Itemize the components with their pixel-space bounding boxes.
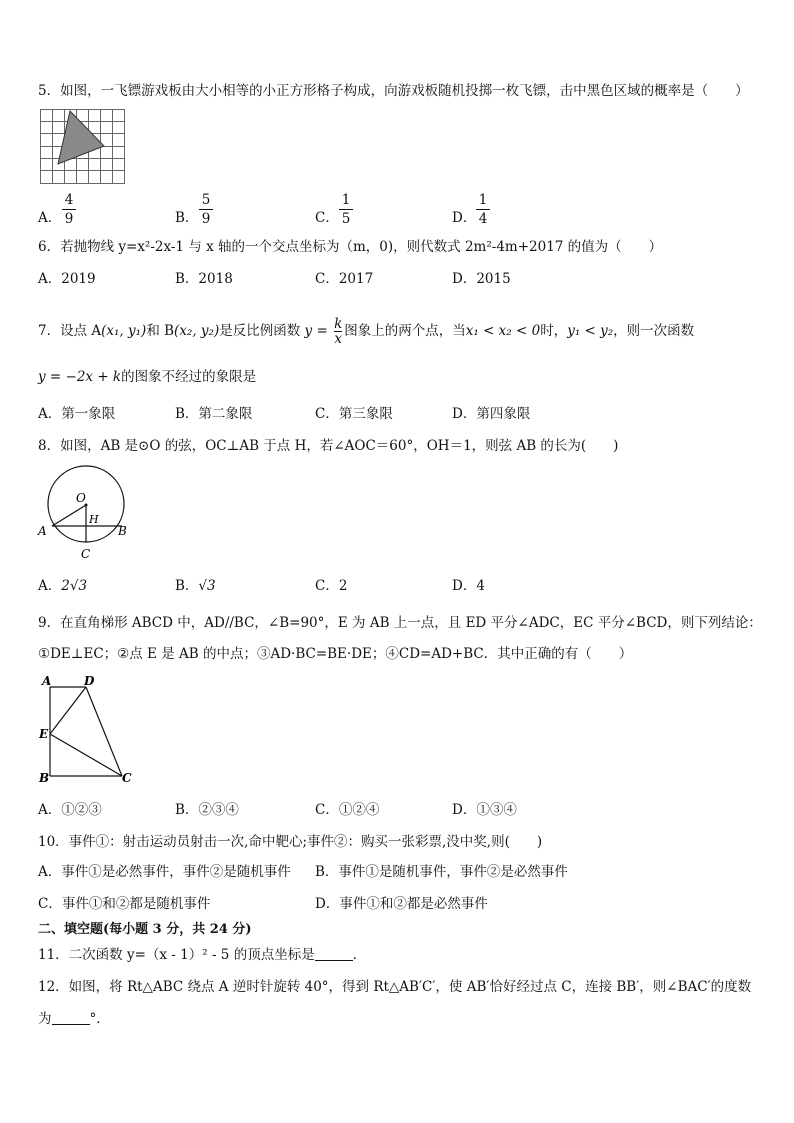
q9-option-b: B．②③④	[175, 802, 239, 818]
label-a: A	[38, 524, 47, 538]
q7-option-b: B．第二象限	[175, 406, 253, 422]
q5-option-a-label: A．	[38, 210, 62, 226]
q10-stem: 10．事件①：射击运动员射击一次,命中靶心;事件②：购买一张彩票,没中奖,则( )	[38, 834, 543, 850]
q8-option-b: B．√3	[175, 578, 216, 594]
q9-option-c: C．①②④	[315, 802, 380, 818]
q5-option-c-fraction: 1 5	[339, 191, 353, 228]
q8-option-d: D．4	[452, 578, 485, 594]
q9-option-a: A．①②③	[38, 802, 102, 818]
q9-stem-line2: ①DE⊥EC；②点 E 是 AB 的中点；③AD·BC=BE·DE；④CD=AD+BC．其中正确的有（ ）	[38, 646, 633, 662]
q11-stem: 11．二次函数 y=（x - 1）² - 5 的顶点坐标是 ．	[38, 947, 367, 963]
q7-stem-line1: 7．设点 A(x₁, y₁)和 B(x₂, y₂)是反比例函数 y = $\frac{k}{x}$ 图象上的两个点，当x₁ < x₂ < 0时，y₁ < y₂，则一次函数	[38, 316, 695, 347]
q5-option-b-label: B．	[175, 210, 199, 226]
trapezoid-figure	[36, 672, 140, 788]
label-b: B	[39, 771, 50, 785]
q10-option-b: B．事件①是随机事件，事件②是必然事件	[315, 864, 568, 880]
q7-option-d: D．第四象限	[452, 406, 531, 422]
label-a: A	[42, 674, 52, 688]
dartboard-grid-figure	[40, 109, 126, 185]
label-b: B	[118, 524, 127, 538]
q6-stem: 6．若抛物线 y=x²-2x-1 与 x 轴的一个交点坐标为（m，0)，则代数式 2m²-4m+2017 的值为（ ）	[38, 239, 663, 255]
circle-chord-figure	[34, 462, 134, 562]
label-c: C	[81, 547, 91, 561]
q5-option-d-label: D．	[452, 210, 477, 226]
label-e: E	[39, 727, 49, 741]
q5-option-d-fraction: 1 4	[476, 191, 490, 228]
segment-oa	[52, 505, 86, 526]
q10-option-d: D．事件①和②都是必然事件	[315, 896, 488, 912]
q5-option-a-fraction: 4 9	[62, 191, 76, 228]
q6-option-a: A．2019	[38, 271, 96, 287]
q10-option-a: A．事件①是必然事件，事件②是随机事件	[38, 864, 291, 880]
label-d: D	[84, 674, 95, 688]
q7-stem-line2: y = −2x + k的图象不经过的象限是	[38, 369, 257, 385]
label-c: C	[122, 771, 132, 785]
q8-stem: 8．如图，AB 是⊙O 的弦，OC⊥AB 于点 H，若∠AOC＝60°，OH＝1，则弦 AB 的长为( )	[38, 438, 619, 454]
q9-option-d: D．①③④	[452, 802, 517, 818]
q8-option-a: A．2√3	[38, 578, 88, 594]
label-o: O	[76, 491, 86, 505]
q7-option-c: C．第三象限	[315, 406, 393, 422]
q12-stem-line2: 为 °．	[38, 1011, 110, 1027]
q6-option-b: B．2018	[175, 271, 233, 287]
q6-option-c: C．2017	[315, 271, 374, 287]
section-title-fill-in: 二、填空题(每小题 3 分，共 24 分)	[38, 922, 252, 937]
q5-option-c-label: C．	[315, 210, 339, 226]
q12-answer-blank[interactable]	[52, 1011, 90, 1025]
q6-option-d: D．2015	[452, 271, 511, 287]
label-h: H	[89, 513, 99, 526]
q5-stem: 5．如图，一飞镖游戏板由大小相等的小正方形格子构成，向游戏板随机投掷一枚飞镖，击中黑色区域的概率是（ ）	[38, 83, 749, 99]
q9-stem-line1: 9．在直角梯形 ABCD 中，AD//BC，∠B=90°，E 为 AB 上一点，且 ED 平分∠ADC，EC 平分∠BCD，则下列结论：	[38, 615, 762, 631]
q8-option-c: C．2	[315, 578, 348, 594]
q11-answer-blank[interactable]	[315, 947, 353, 961]
q12-stem-line1: 12．如图，将 Rt△ABC 绕点 A 逆时针旋转 40°，得到 Rt△AB′C′，使 AB′恰好经过点 C，连接 BB′，则∠BAC′的度数	[38, 979, 752, 995]
q7-option-a: A．第一象限	[38, 406, 116, 422]
q7-func-fraction: $\frac{k}{x}$	[334, 316, 343, 347]
q5-option-b-fraction: 5 9	[199, 191, 213, 228]
q10-option-c: C．事件①和②都是随机事件	[38, 896, 211, 912]
